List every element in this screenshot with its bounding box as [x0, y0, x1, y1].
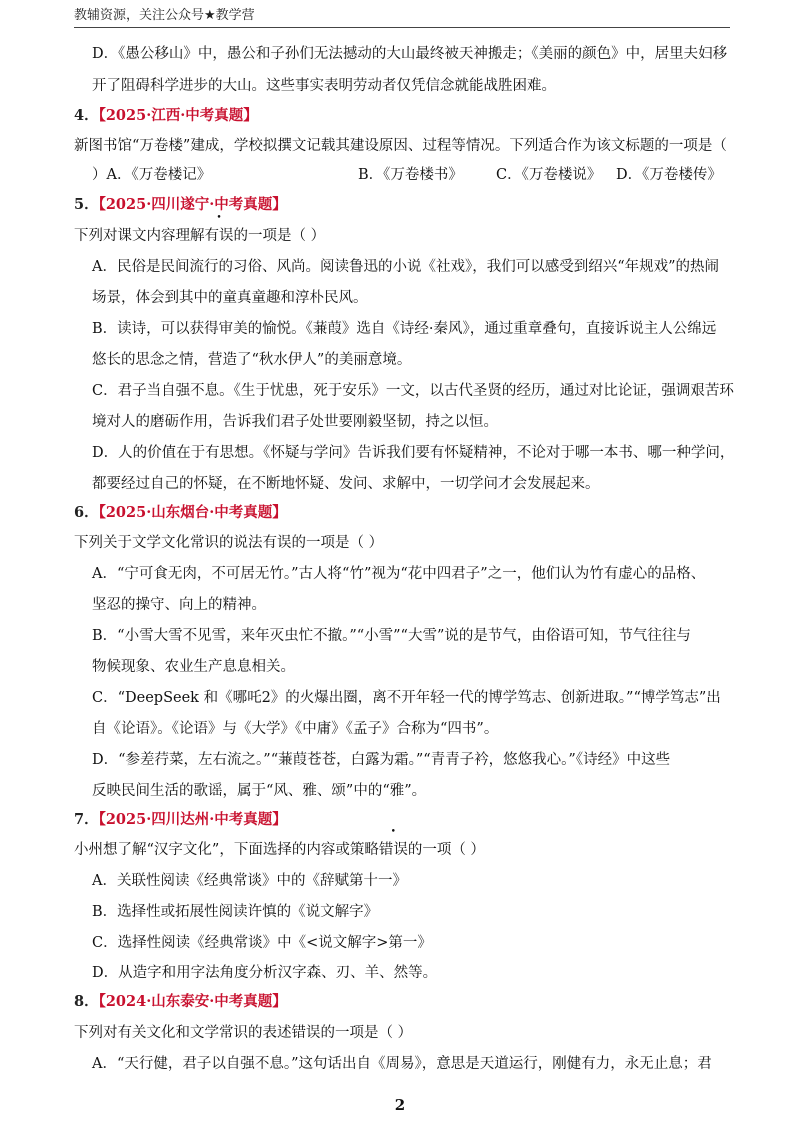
question-source: 【2025·四川达州·中考真题】: [98, 811, 287, 828]
question-number: 8．: [74, 993, 99, 1010]
page-number: 2: [394, 1096, 406, 1114]
q7-option-d: D．从造字和用字法角度分析汉字森、刃、羊、然等。: [92, 965, 438, 981]
q4-option-d: D．《万卷楼传》: [616, 167, 722, 183]
q3-option-d-line2: 开了阻碍科学进步的大山。这些事实表明劳动者仅凭信念就能战胜困难。: [92, 78, 556, 94]
q5-option-b-line1: B．读诗，可以获得审美的愉悦。《蒹葭》选自《诗经·秦风》，通过重章叠句，直接诉说主人公绵远: [92, 321, 717, 337]
q6-option-d-line1: D．“参差荇菜，左右流之。”“蒹葭苍苍，白露为霜。”“青青子衿，悠悠我心。”《诗经》中这些: [92, 752, 671, 768]
q5-option-c-line2: 境对人的磨砺作用，告诉我们君子处世要刚毅坚韧，持之以恒。: [92, 414, 498, 430]
q6-option-d-line2: 反映民间生活的歌谣，属于“风、雅、颂”中的“雅”。: [92, 783, 427, 799]
q8-stem: 下列对有关文化和文学常识的表述错误的一项是（ ）: [74, 1025, 413, 1041]
q5-stem: [74, 224, 325, 245]
q7-option-b: B．选择性或拓展性阅读许慎的《说文解字》: [92, 904, 379, 920]
question-source: 【2025·江西·中考真题】: [98, 107, 258, 124]
q8-option-a-line1: A．“天行健，君子以自强不息。”这句话出自《周易》，意思是天道运行，刚健有力，永无止息；君: [92, 1056, 712, 1072]
question-source: 【2025·山东烟台·中考真题】: [98, 504, 287, 521]
emphasis-text: 错误: [378, 842, 408, 858]
stem-text: 的一项是（ ）: [233, 228, 326, 244]
q5-option-b-line2: 悠长的思念之情，营造了“秋水伊人”的美丽意境。: [92, 352, 412, 368]
question-source: 【2024·山东泰安·中考真题】: [98, 993, 287, 1010]
question-source: 【2025·四川遂宁·中考真题】: [98, 196, 287, 213]
q6-option-b-line2: 物候现象、农业生产息息相关。: [92, 659, 295, 675]
question-number: 6．: [74, 504, 99, 521]
page-header: 教辅资源，关注公众号★教学营: [74, 4, 730, 28]
stem-text: 下列对课文内容理解: [74, 228, 205, 244]
q5-option-d-line2: 都要经过自己的怀疑，在不断地怀疑、发问、求解中，一切学问才会发展起来。: [92, 476, 600, 492]
q4-options: [92, 163, 722, 184]
stem-text: 的一项（ ）: [407, 842, 485, 858]
q3-option-d-line1: D．《愚公移山》中，愚公和子孙们无法撼动的大山最终被天神搬走；《美丽的颜色》中，居里夫妇移: [92, 46, 728, 62]
stem-text: 小州想了解“汉字文化”，下面选择的内容或策略: [74, 842, 379, 858]
q8-title: [74, 990, 287, 1011]
question-number: 7．: [74, 811, 99, 828]
question-number: 4．: [74, 107, 99, 124]
q7-stem: [74, 838, 485, 859]
q5-option-a-line1: A．民俗是民间流行的习俗、风尚。阅读鲁迅的小说《社戏》，我们可以感受到绍兴“年规戏”的热闹: [92, 259, 720, 275]
q7-option-a: A．关联性阅读《经典常谈》中的《辞赋第十一》: [92, 873, 407, 889]
q4-option-a: ）A．《万卷楼记》: [92, 167, 212, 183]
q5-option-d-line1: D．人的价值在于有思想。《怀疑与学问》告诉我们要有怀疑精神，不论对于哪一本书、哪一种学问，: [92, 445, 735, 461]
question-number: 5．: [74, 196, 99, 213]
q6-option-c-line2: 自《论语》。《论语》与《大学》《中庸》《孟子》合称为“四书”。: [92, 721, 499, 737]
emphasis-text: 有误: [204, 228, 234, 244]
q4-option-b: B．《万卷楼书》: [358, 167, 463, 183]
q5-option-a-line2: 场景，体会到其中的童真童趣和淳朴民风。: [92, 290, 368, 306]
q6-option-a-line1: A．“宁可食无肉，不可居无竹。”古人将“竹”视为“花中四君子”之一，他们认为竹有虚心的品格、: [92, 566, 706, 582]
q5-title: [74, 193, 287, 214]
q6-title: [74, 501, 287, 522]
q5-option-c-line1: C．君子当自强不息。《生于忧患，死于安乐》一文，以古代圣贤的经历，通过对比论证，强调艰苦环: [92, 383, 734, 399]
q6-stem: 下列关于文学文化常识的说法有误的一项是（ ）: [74, 535, 384, 551]
q6-option-a-line2: 坚忍的操守、向上的精神。: [92, 597, 266, 613]
q4-title: [74, 104, 258, 125]
q7-option-c: C．选择性阅读《经典常谈》中《<说文解字>第一》: [92, 935, 432, 951]
q4-stem: 新图书馆“万卷楼”建成，学校拟撰文记载其建设原因、过程等情况。下列适合作为该文标题的一项是（: [74, 138, 727, 154]
q4-option-c: C．《万卷楼说》: [496, 167, 602, 183]
q6-option-b-line1: B．“小雪大雪不见雪，来年灭虫忙不撤。”“小雪”“大雪”说的是节气，由俗语可知，节气往往与: [92, 628, 691, 644]
q6-option-c-line1: C．“DeepSeek 和《哪吒2》的火爆出圈，离不开年轻一代的博学笃志、创新进取。”“博学笃志”出: [92, 690, 721, 706]
q7-title: [74, 808, 287, 829]
